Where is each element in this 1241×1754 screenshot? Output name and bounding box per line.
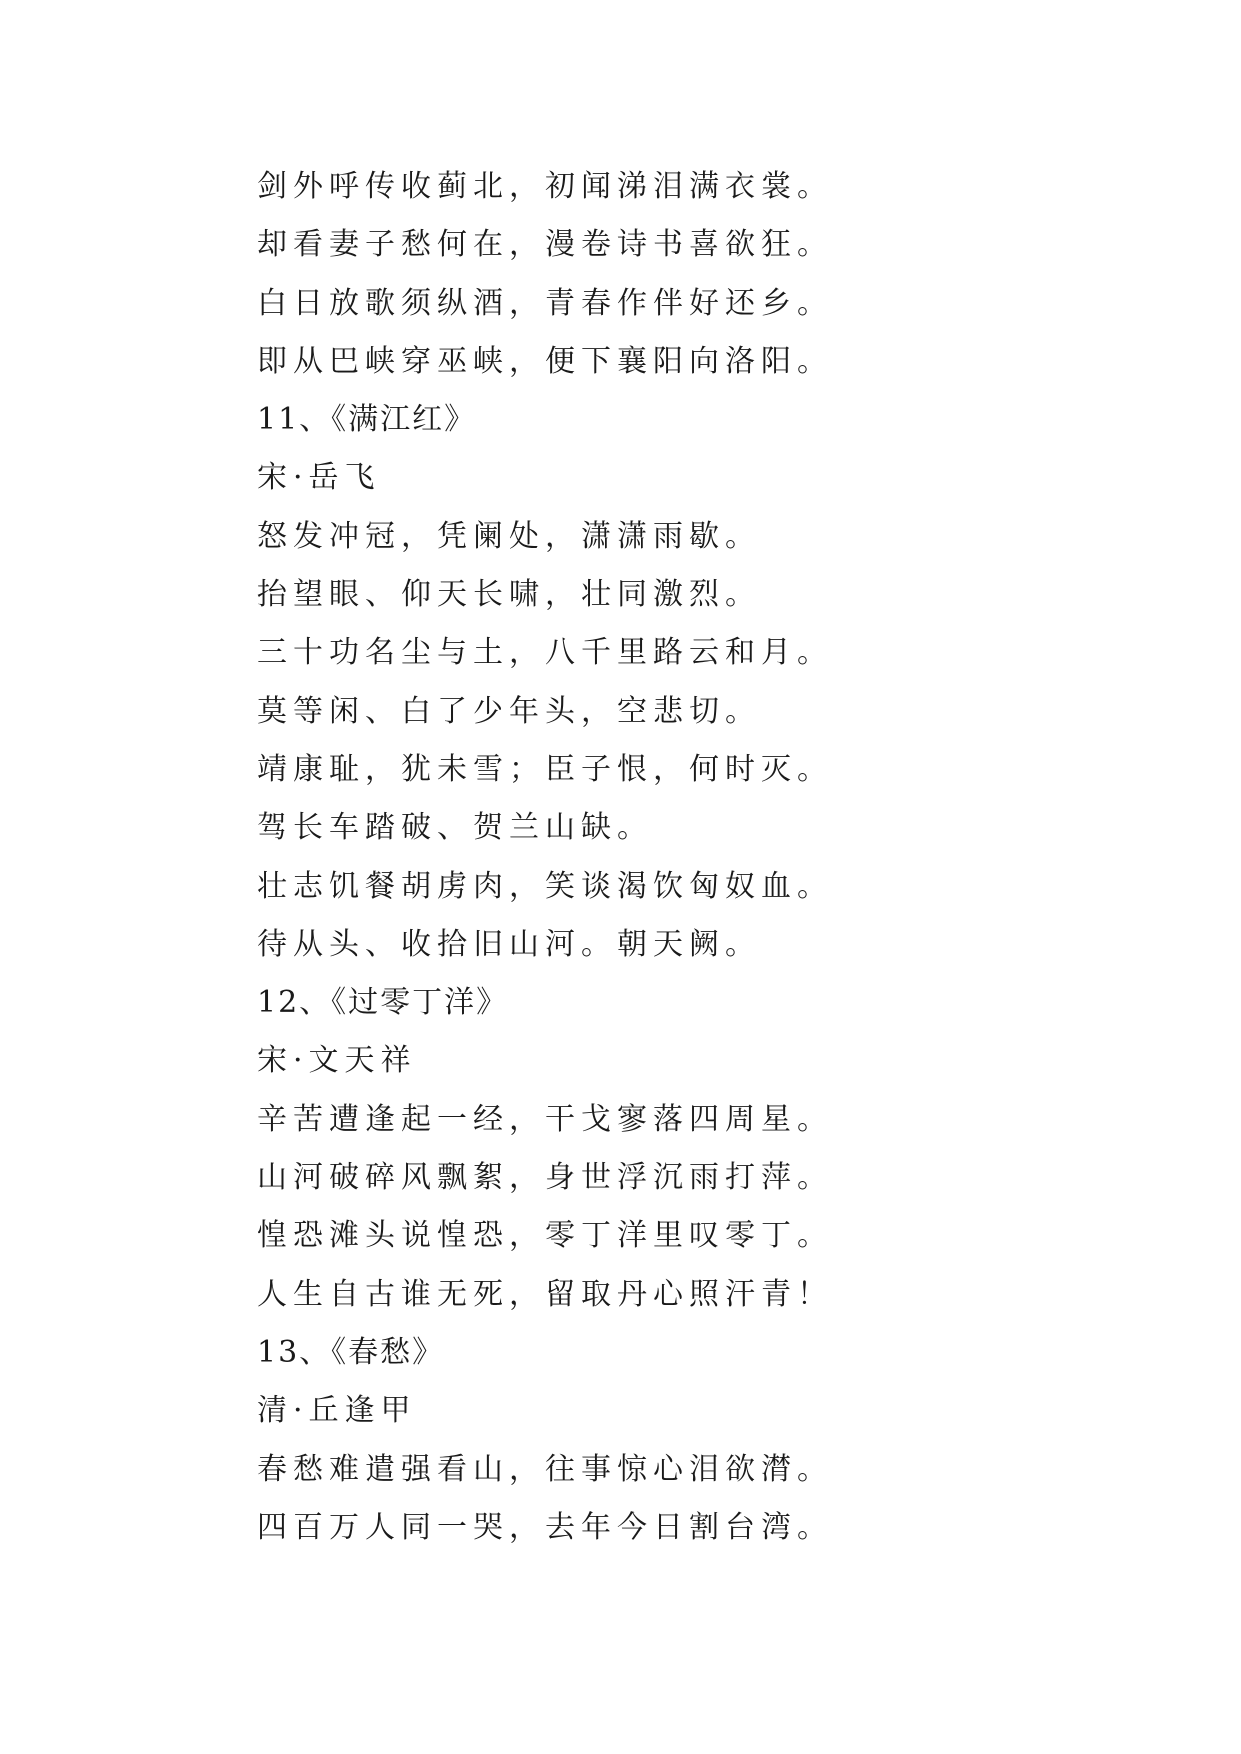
text-line: 壮志饥餐胡虏肉，笑谈渴饮匈奴血。 <box>257 868 833 904</box>
text-line: 却看妻子愁何在，漫卷诗书喜欲狂。 <box>257 227 833 263</box>
text-line: 怒发冲冠，凭阑处，潇潇雨歇。 <box>257 518 761 554</box>
text-line: 待从头、收拾旧山河。朝天阙。 <box>257 926 761 962</box>
text-line: 辛苦遭逢起一经，干戈寥落四周星。 <box>257 1101 833 1137</box>
text-line: 山河破碎风飘絮，身世浮沉雨打萍。 <box>257 1160 833 1196</box>
text-line: 驾长车踏破、贺兰山缺。 <box>257 810 653 846</box>
text-line: 四百万人同一哭，去年今日割台湾。 <box>257 1509 833 1545</box>
poem-author: 宋·文天祥 <box>257 1043 417 1079</box>
text-line: 三十功名尘与土，八千里路云和月。 <box>257 635 833 671</box>
text-line: 惶恐滩头说惶恐，零丁洋里叹零丁。 <box>257 1218 833 1254</box>
text-line: 莫等闲、白了少年头，空悲切。 <box>257 693 761 729</box>
text-line: 抬望眼、仰天长啸，壮同激烈。 <box>257 577 761 613</box>
text-line: 剑外呼传收蓟北，初闻涕泪满衣裳。 <box>257 169 833 204</box>
text-line: 春愁难遣强看山，往事惊心泪欲潸。 <box>257 1451 833 1487</box>
poem-text-block <box>257 158 1017 1557</box>
text-line: 白日放歌须纵酒，青春作伴好还乡。 <box>257 285 833 321</box>
poem-heading: 12、《过零丁洋》 <box>257 985 509 1021</box>
text-line: 靖康耻，犹未雪；臣子恨，何时灭。 <box>257 751 833 787</box>
text-line: 人生自古谁无死，留取丹心照汗青！ <box>257 1276 833 1312</box>
poem-author: 清·丘逢甲 <box>257 1393 417 1429</box>
poem-author: 宋·岳飞 <box>257 460 381 496</box>
poem-heading: 11、《满江红》 <box>257 402 477 438</box>
poem-heading: 13、《春愁》 <box>257 1334 445 1370</box>
text-line: 即从巴峡穿巫峡，便下襄阳向洛阳。 <box>257 343 833 379</box>
